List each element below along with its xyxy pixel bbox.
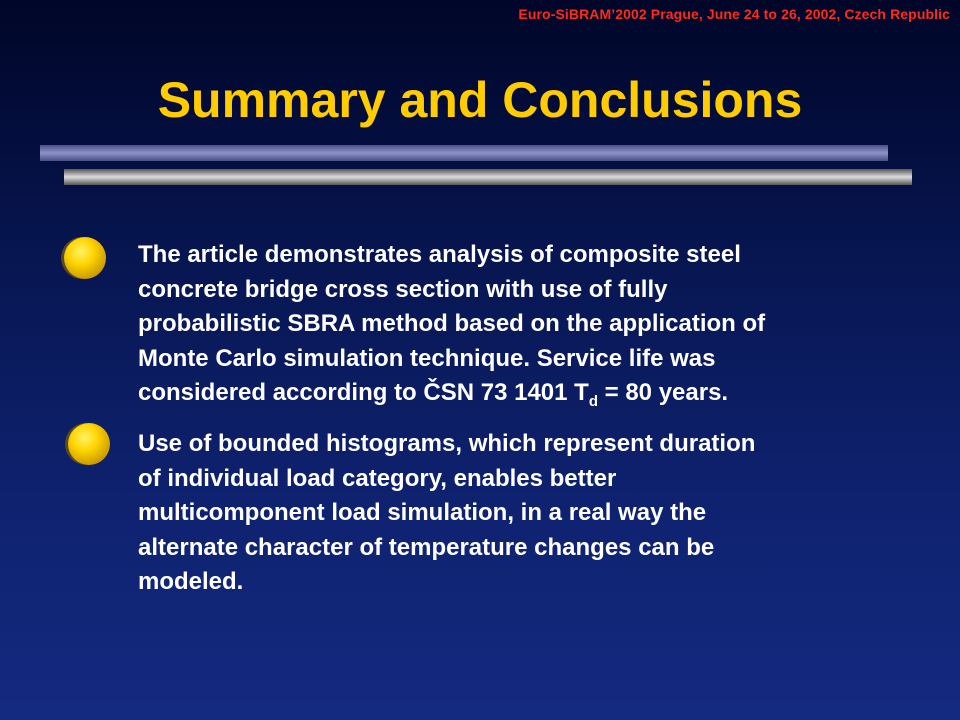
paragraph-line: multicomponent load simulation, in a real way the	[138, 499, 707, 526]
conference-header: Euro-SiBRAM’2002 Prague, June 24 to 26, 2002, Czech Republic	[518, 6, 950, 22]
paragraph-line	[138, 376, 928, 414]
bullet-icon	[64, 237, 106, 279]
bullet-icon	[68, 423, 110, 465]
paragraph-line: of individual load category, enables better	[138, 464, 617, 492]
paragraph-line: probabilistic SBRA method based on the application of	[138, 310, 766, 337]
title-rule-bottom	[64, 169, 912, 185]
paragraph-line: Monte Carlo simulation technique. Service life was	[138, 344, 716, 372]
paragraph-line: The article demonstrates analysis of composite steel	[138, 241, 741, 268]
bullet-paragraph-summary	[138, 238, 928, 414]
paragraph-line: concrete bridge cross section with use of fully	[138, 275, 668, 303]
paragraph-line: alternate character of temperature changes can be	[138, 533, 715, 561]
paragraph-line: Use of bounded histograms, which represent duration	[138, 430, 756, 457]
design-life-subscript: d	[588, 393, 598, 410]
service-life-value: = 80 years.	[597, 379, 729, 406]
service-life-text: considered according to ČSN 73 1401 T	[138, 379, 589, 406]
title-rule-top	[40, 145, 888, 161]
paragraph-line: modeled.	[138, 568, 244, 595]
bullet-paragraph-conclusion	[138, 427, 928, 600]
slide-title: Summary and Conclusions	[157, 72, 803, 128]
